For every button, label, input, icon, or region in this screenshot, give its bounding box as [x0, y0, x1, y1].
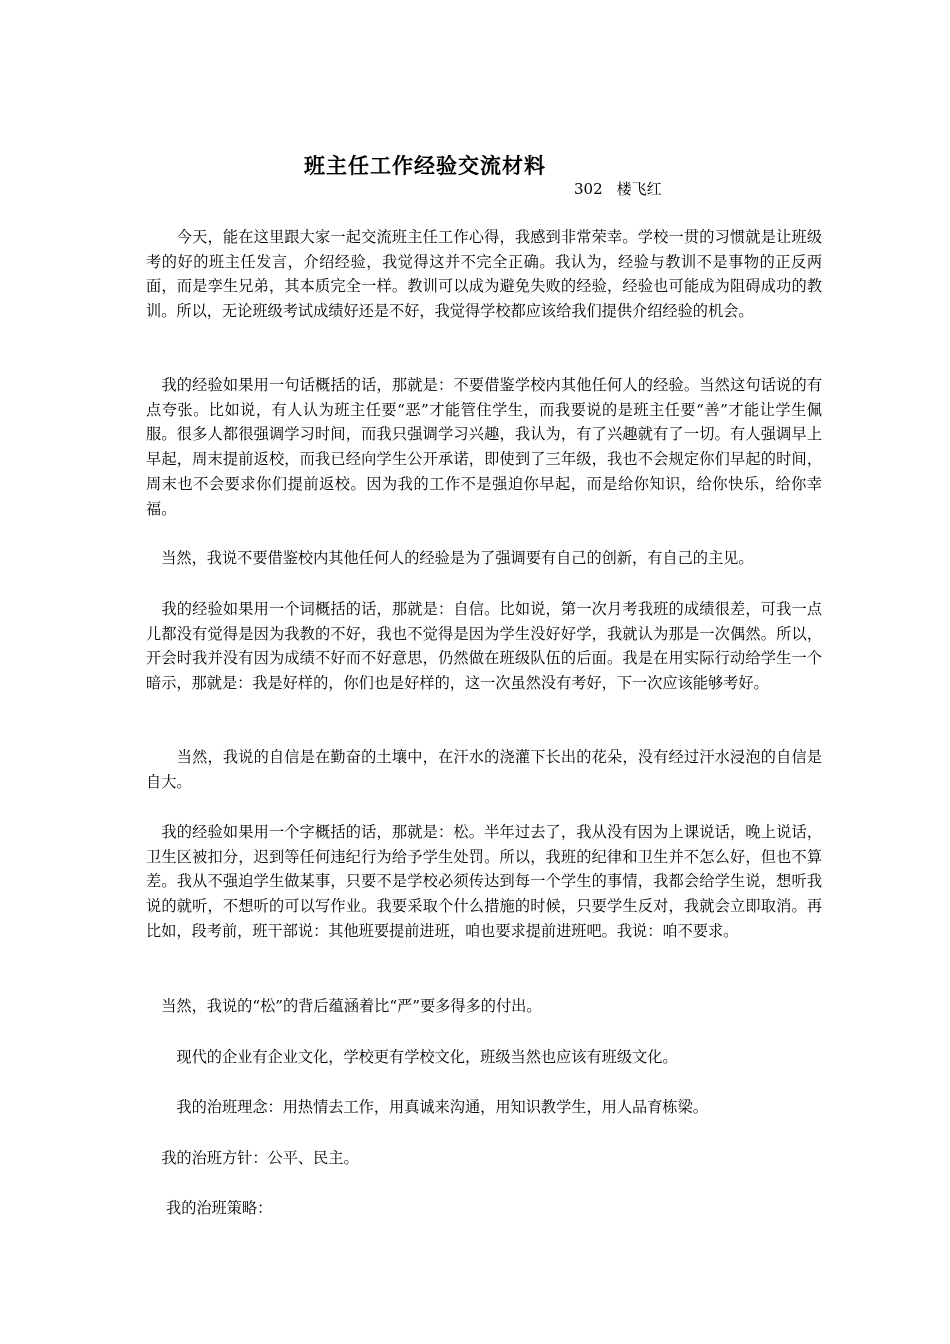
paragraph-culture: 现代的企业有企业文化，学校更有学校文化，班级当然也应该有班级文化。	[146, 1048, 678, 1066]
author-name: 楼飞红	[616, 180, 662, 198]
paragraph-policy: 我的治班方针：公平、民主。	[146, 1149, 359, 1167]
author-line	[574, 178, 662, 199]
paragraph-intro: 今天，能在这里跟大家一起交流班主任工作心得，我感到非常荣幸。学校一贯的习惯就是让班级考的好的班主任发言，介绍经验，我觉得这并不完全正确。我认为，经验与教训不是事物的正反两面，而是孪生兄弟，其本质完全一样。教训可以成为避免失败的经验，经验也可能成为阻碍成功的教训。所以，无论班级考试成绩好还是不好，我觉得学校都应该给我们提供介绍经验的机会。	[146, 228, 822, 321]
paragraph-one-word: 我的经验如果用一个词概括的话，那就是：自信。比如说，第一次月考我班的成绩很差，可我一点儿都没有觉得是因为我教的不好，我也不觉得是因为学生没好好学，我就认为那是一次偶然。所以，开会时我并没有因为成绩不好而不好意思，仍然做在班级队伍的后面。我是在用实际行动给学生一个暗示，那就是：我是好样的，你们也是好样的，这一次虽然没有考好，下一次应该能够考好。	[146, 600, 822, 693]
paragraph-confidence: 当然，我说的自信是在勤奋的土壤中，在汗水的浇灌下长出的花朵，没有经过汗水浸泡的自信是自大。	[146, 748, 822, 791]
paragraph-innovation: 当然，我说不要借鉴校内其他任何人的经验是为了强调要有自己的创新，有自己的主见。	[146, 549, 754, 567]
author-class-number: 302	[574, 180, 603, 198]
document-title-text: 班主任工作经验交流材料	[304, 153, 546, 178]
paragraph-one-sentence: 我的经验如果用一句话概括的话，那就是：不要借鉴学校内其他任何人的经验。当然这句话说的有点夸张。比如说，有人认为班主任要“恶”才能管住学生，而我要说的是班主任要“善”才能让学生佩服。很多人都很强调学习时间，而我只强调学习兴趣，我认为，有了兴趣就有了一切。有人强调早上早起，周末提前返校，而我已经向学生公开承诺，即使到了三年级，我也不会规定你们早起的时间，周末也不会要求你们提前返校。因为我的工作不是强迫你早起，而是给你知识，给你快乐，给你幸福。	[146, 376, 822, 518]
document-title	[0, 150, 950, 180]
paragraph-philosophy: 我的治班理念：用热情去工作，用真诚来沟通，用知识教学生，用人品育栋梁。	[146, 1098, 708, 1116]
paragraph-strategy: 我的治班策略：	[146, 1199, 273, 1217]
paragraph-one-character: 我的经验如果用一个字概括的话，那就是：松。半年过去了，我从没有因为上课说话，晚上说话，卫生区被扣分，迟到等任何违纪行为给予学生处罚。所以，我班的纪律和卫生并不怎么好，但也不算差。我从不强迫学生做某事，只要不是学校必须传达到每一个学生的事情，我都会给学生说，想听我说的就听，不想听的可以写作业。我要采取个什么措施的时候，只要学生反对，我就会立即取消。再比如，段考前，班干部说：其他班要提前进班，咱也要求提前进班吧。我说：咱不要求。	[146, 823, 822, 940]
paragraph-loose: 当然，我说的“松”的背后蕴涵着比“严”要多得多的付出。	[146, 997, 542, 1015]
